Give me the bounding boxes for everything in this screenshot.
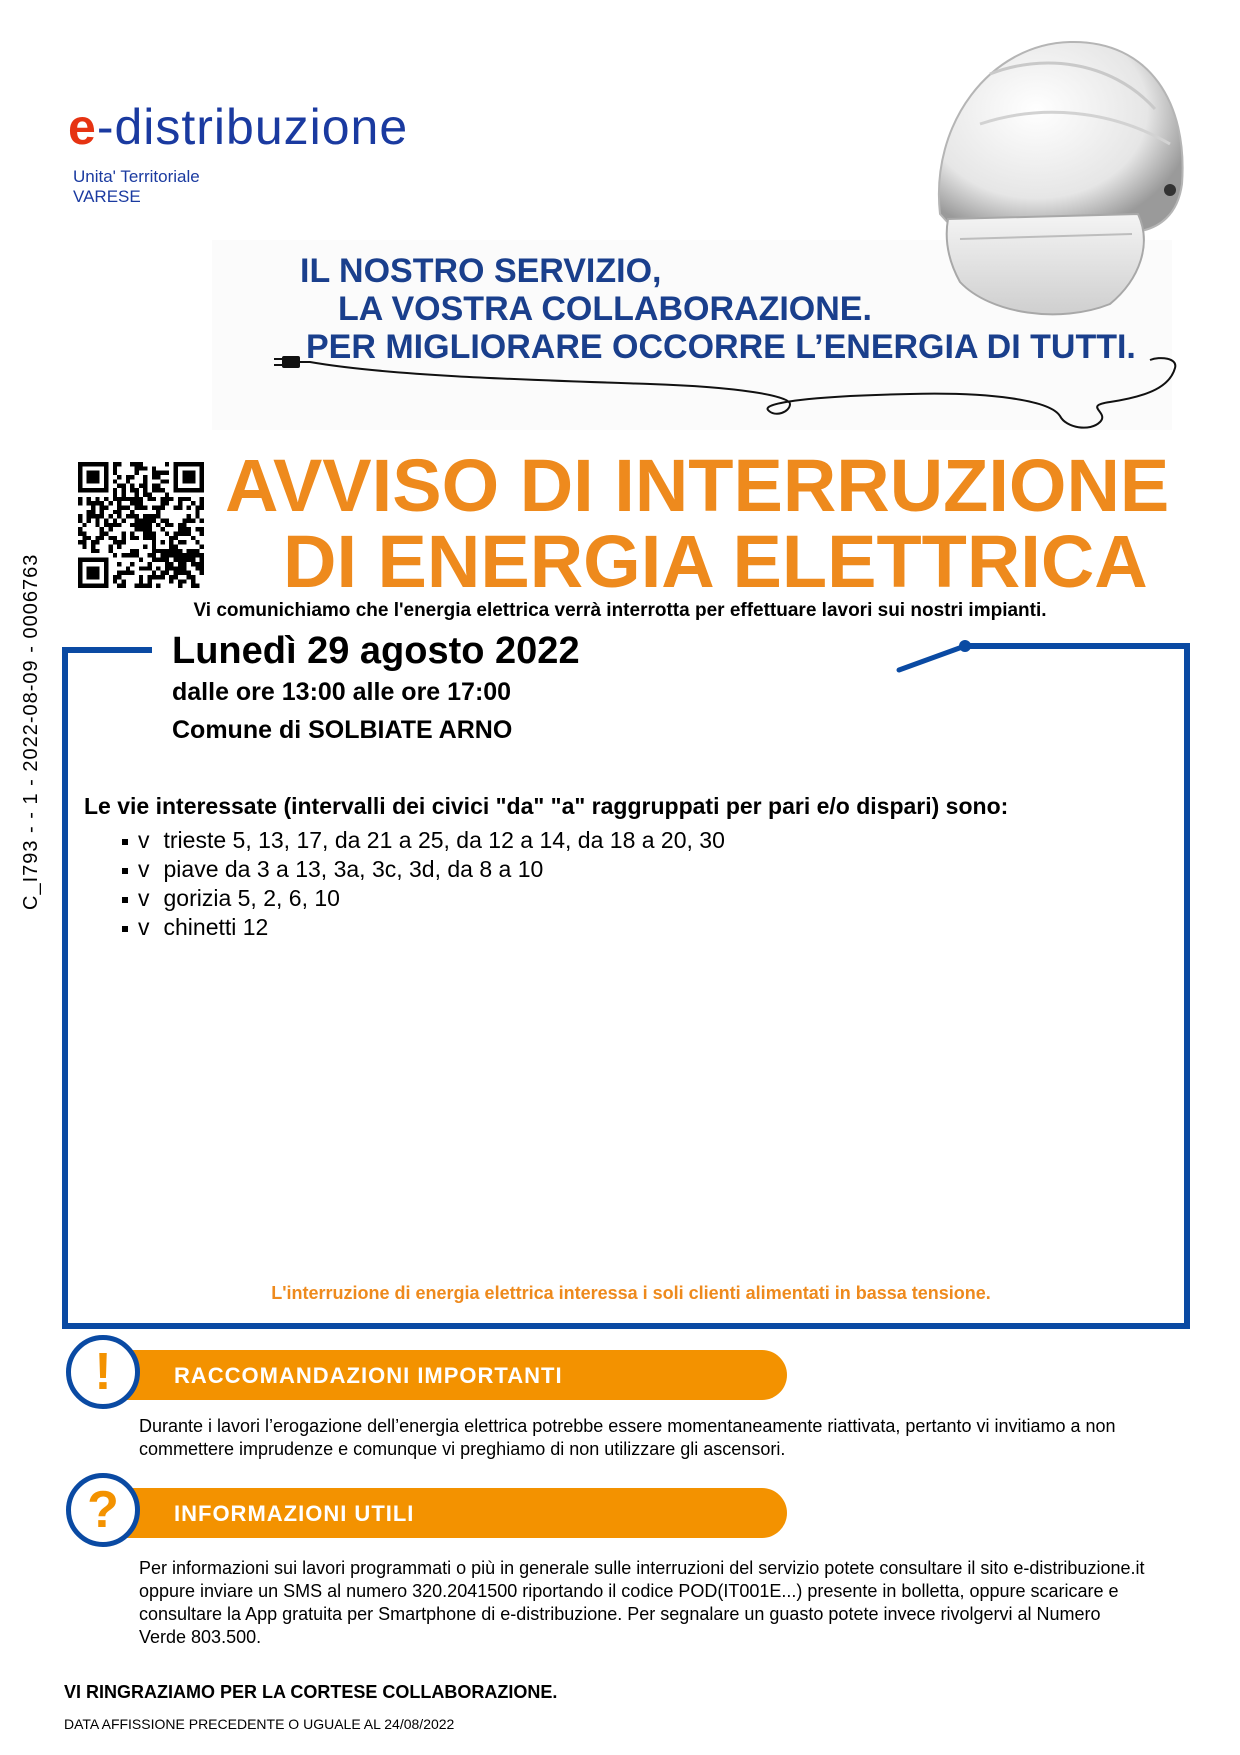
slogan-line-2: LA VOSTRA COLLABORAZIONE. <box>338 290 872 328</box>
frame-top-left <box>62 647 152 653</box>
recommendations-heading: RACCOMANDAZIONI IMPORTANTI <box>174 1363 563 1388</box>
qr-code <box>78 462 204 588</box>
logo-text: -distribuzione <box>96 99 409 155</box>
street-prefix: v <box>138 885 150 911</box>
street-prefix: v <box>138 856 150 882</box>
bullet-icon <box>122 839 128 845</box>
frame-hook-icon <box>895 636 975 676</box>
list-item <box>122 855 725 884</box>
thanks-text: VI RINGRAZIAMO PER LA CORTESE COLLABORAZIONE. <box>64 1682 558 1702</box>
list-item <box>122 826 725 855</box>
bullet-icon <box>122 897 128 903</box>
streets-list <box>122 826 725 942</box>
bullet-icon <box>122 868 128 874</box>
streets-lead: Le vie interessate (intervalli dei civici "da" "a" raggruppati per pari e/o dispari) sono: <box>84 793 1009 819</box>
unit-city: VARESE <box>73 187 141 206</box>
street-text: chinetti 12 <box>163 914 269 940</box>
slogan-line-3: PER MIGLIORARE OCCORRE L’ENERGIA DI TUTTI. <box>306 328 1136 366</box>
street-text: piave da 3 a 13, 3a, 3c, 3d, da 8 a 10 <box>163 856 544 882</box>
title-line-2: DI ENERGIA ELETTRICA <box>283 520 1148 603</box>
street-text: trieste 5, 13, 17, da 21 a 25, da 12 a 14, da 18 a 20, 30 <box>163 827 725 853</box>
notice-frame <box>62 647 1190 1329</box>
cable-plug-illustration <box>270 340 1200 440</box>
street-text: gorizia 5, 2, 6, 10 <box>163 885 340 911</box>
company-logo <box>68 98 408 156</box>
list-item <box>122 913 725 942</box>
interruption-date: Lunedì 29 agosto 2022 <box>172 630 580 672</box>
street-prefix: v <box>138 914 150 940</box>
interruption-hours: dalle ore 13:00 alle ore 17:00 <box>172 678 512 706</box>
logo-mark: e <box>68 99 97 155</box>
street-prefix: v <box>138 827 150 853</box>
bullet-icon <box>122 926 128 932</box>
posting-date: DATA AFFISSIONE PRECEDENTE O UGUALE AL 24/08/2022 <box>64 1716 455 1732</box>
recommendations-text: Durante i lavori l’erogazione dell’energia elettrica potrebbe essere momentaneamente riattivata, pertanto vi invitiamo a non commettere imprudenze e comunque vi preghiamo di non utilizzare gli ascensori. <box>139 1416 1116 1459</box>
info-text: Per informazioni sui lavori programmati o più in generale sulle interruzioni del servizio potete consultare il sito e-distribuzione.it oppure inviare un SMS al numero 320.2041500 riportando il codice POD(IT001E...) presente in bolletta, oppure scaricare e consultare la App gratuita per Smartphone di e-distribuzione. Per segnalare un guasto potete invece rivolgervi al Numero Verde 803.500. <box>139 1558 1145 1647</box>
document-code: C_I793 - - 1 - 2022-08-09 - 0006763 <box>20 553 42 910</box>
page-title <box>225 444 1170 603</box>
intro-text: Vi comunichiamo che l'energia elettrica verrà interrotta per effettuare lavori sui nostri impianti. <box>193 600 1047 621</box>
info-banner <box>112 1488 787 1538</box>
recommendations-banner <box>112 1350 787 1400</box>
frame-top-right <box>968 643 1190 649</box>
territorial-unit <box>73 167 200 207</box>
low-voltage-note: L'interruzione di energia elettrica interessa i soli clienti alimentati in bassa tensione. <box>271 1283 991 1303</box>
exclamation-badge: ! <box>66 1335 140 1409</box>
title-line-1: AVVISO DI INTERRUZIONE <box>225 444 1170 527</box>
slogan-line-1: IL NOSTRO SERVIZIO, <box>300 252 662 290</box>
unit-label: Unita' Territoriale <box>73 167 200 186</box>
info-heading: INFORMAZIONI UTILI <box>174 1501 415 1526</box>
question-badge: ? <box>66 1473 140 1547</box>
municipality: Comune di SOLBIATE ARNO <box>172 716 513 744</box>
list-item <box>122 884 725 913</box>
